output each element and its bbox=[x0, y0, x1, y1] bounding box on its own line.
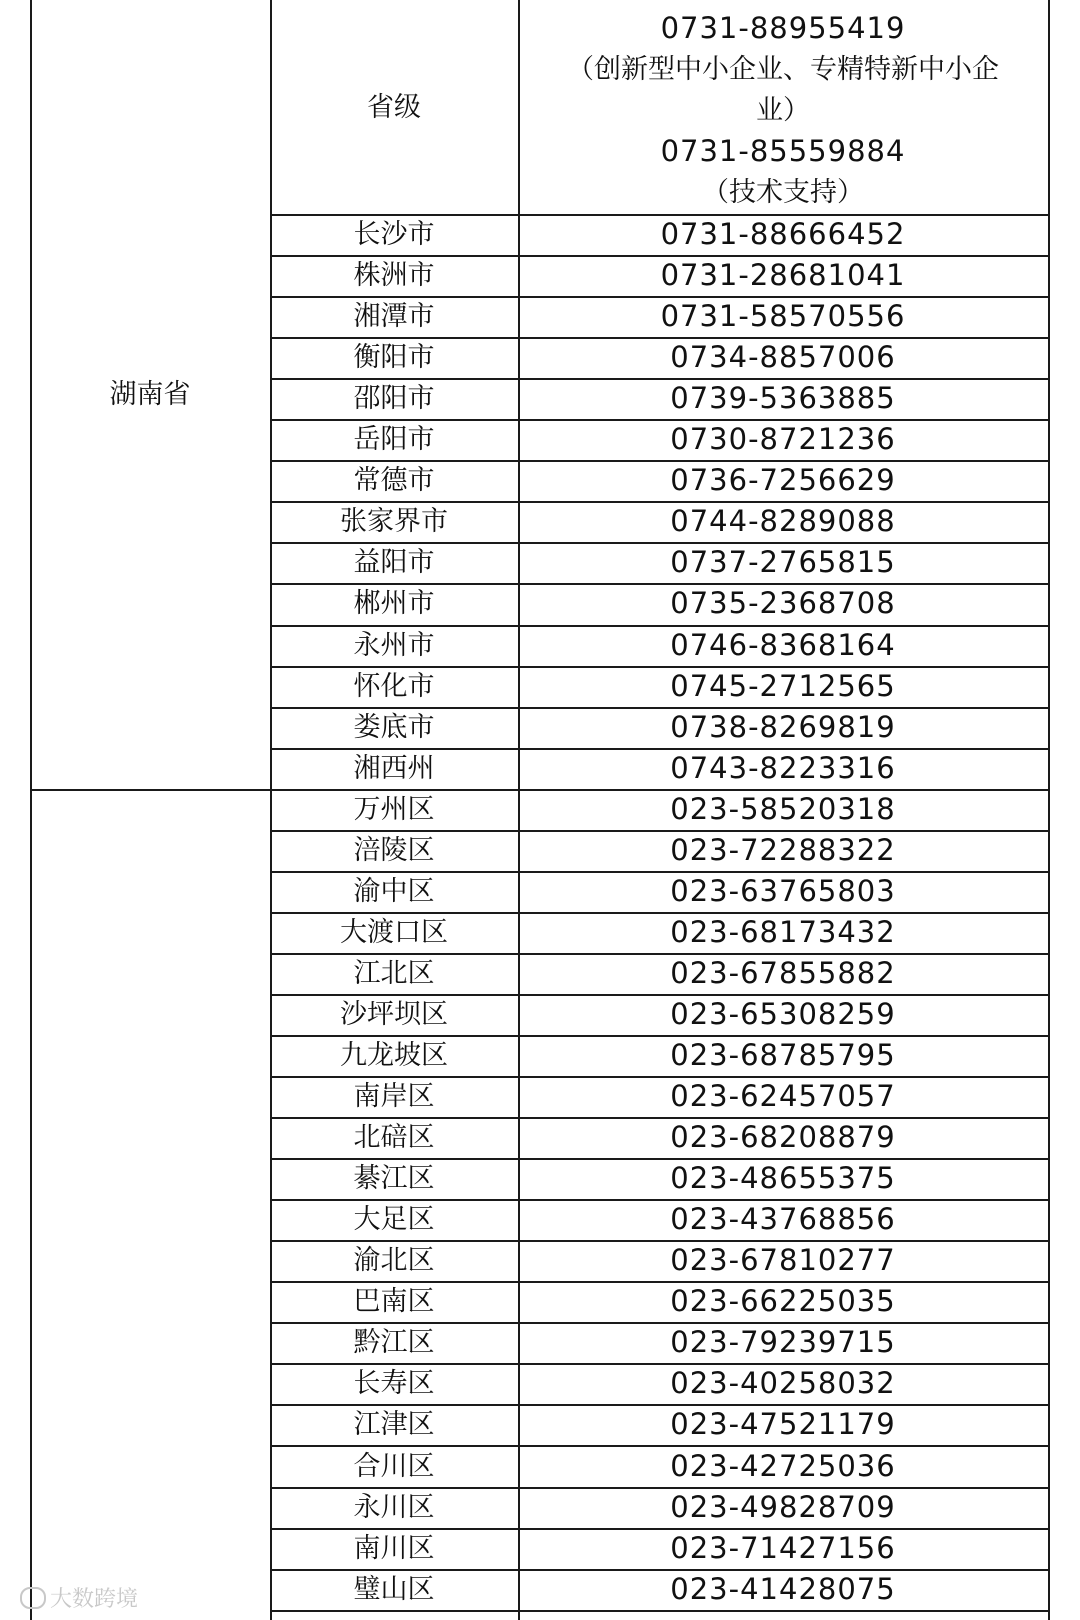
region-name: 郴州市 bbox=[353, 588, 435, 620]
province-divider bbox=[30, 789, 1048, 791]
region-name: 长寿区 bbox=[353, 1368, 435, 1400]
provincial-line: 业） bbox=[756, 94, 810, 126]
row-divider bbox=[270, 214, 1048, 216]
region-phone: 0743-8223316 bbox=[670, 750, 896, 785]
region-name: 涪陵区 bbox=[353, 834, 435, 866]
region-phone: 023-40258032 bbox=[670, 1366, 896, 1401]
column-divider bbox=[270, 0, 272, 1620]
region-name: 长沙市 bbox=[353, 219, 435, 251]
region-phone: 023-43768856 bbox=[670, 1202, 896, 1237]
region-name: 湘西州 bbox=[353, 752, 435, 784]
region-phone: 023-41428075 bbox=[670, 1571, 896, 1606]
region-phone: 023-67855882 bbox=[670, 955, 896, 990]
region-name: 益阳市 bbox=[353, 547, 435, 579]
region-phone: 023-47521179 bbox=[670, 1407, 896, 1442]
provincial-label: 省级 bbox=[367, 91, 421, 123]
region-phone: 0739-5363885 bbox=[670, 381, 896, 416]
region-name: 璧山区 bbox=[353, 1573, 435, 1605]
region-name: 永川区 bbox=[353, 1491, 435, 1523]
region-phone: 023-65308259 bbox=[670, 996, 896, 1031]
region-phone: 0746-8368164 bbox=[670, 627, 896, 662]
region-phone: 023-79239715 bbox=[670, 1325, 896, 1360]
column-divider bbox=[518, 0, 520, 1620]
region-phone: 0730-8721236 bbox=[670, 422, 896, 457]
region-phone: 0731-58570556 bbox=[660, 299, 906, 334]
provincial-line: （技术支持） bbox=[702, 176, 864, 208]
region-name: 綦江区 bbox=[353, 1163, 435, 1195]
region-phone: 023-66225035 bbox=[670, 1284, 896, 1319]
region-name: 张家界市 bbox=[340, 506, 448, 538]
province-name: 湖南省 bbox=[109, 378, 191, 410]
region-name: 岳阳市 bbox=[353, 424, 435, 456]
region-name: 株洲市 bbox=[353, 260, 435, 292]
region-phone: 023-48655375 bbox=[670, 1161, 896, 1196]
region-phone: 023-68785795 bbox=[670, 1038, 896, 1073]
watermark bbox=[20, 1582, 138, 1613]
region-phone: 023-58520318 bbox=[670, 791, 896, 826]
region-name: 常德市 bbox=[353, 465, 435, 497]
region-name: 合川区 bbox=[353, 1450, 435, 1482]
region-phone: 0735-2368708 bbox=[670, 586, 896, 621]
region-name: 衡阳市 bbox=[353, 342, 435, 374]
region-phone: 023-71427156 bbox=[670, 1530, 896, 1565]
provincial-line: 0731-88955419 bbox=[660, 10, 906, 45]
region-name: 沙坪坝区 bbox=[340, 998, 448, 1030]
region-phone: 0736-7256629 bbox=[670, 463, 896, 498]
region-name: 渝北区 bbox=[353, 1245, 435, 1277]
provincial-line: 0731-85559884 bbox=[660, 133, 906, 168]
region-phone: 023-42725036 bbox=[670, 1448, 896, 1483]
region-name: 巴南区 bbox=[353, 1286, 435, 1318]
region-name: 九龙坡区 bbox=[340, 1040, 448, 1072]
region-name: 永州市 bbox=[353, 629, 435, 661]
region-name: 邵阳市 bbox=[353, 383, 435, 415]
weibo-icon bbox=[20, 1587, 46, 1609]
region-phone: 023-72288322 bbox=[670, 832, 896, 867]
region-name: 湘潭市 bbox=[353, 301, 435, 333]
region-phone: 0737-2765815 bbox=[670, 545, 896, 580]
region-name: 怀化市 bbox=[353, 670, 435, 702]
region-name: 北碚区 bbox=[353, 1122, 435, 1154]
region-phone: 0744-8289088 bbox=[670, 504, 896, 539]
provincial-line: （创新型中小企业、专精特新中小企 bbox=[567, 53, 999, 85]
border-right bbox=[1048, 0, 1050, 1620]
region-phone: 023-68208879 bbox=[670, 1120, 896, 1155]
region-name: 大足区 bbox=[353, 1204, 435, 1236]
provincial-phones bbox=[518, 6, 1048, 214]
region-phone: 0731-88666452 bbox=[660, 217, 906, 252]
region-name: 江北区 bbox=[353, 957, 435, 989]
watermark-text: 大数跨境 bbox=[50, 1587, 139, 1612]
region-phone: 023-68173432 bbox=[670, 914, 896, 949]
row-divider bbox=[270, 1610, 1048, 1612]
region-phone: 023-63765803 bbox=[670, 873, 896, 908]
region-name: 大渡口区 bbox=[340, 916, 448, 948]
region-name: 万州区 bbox=[353, 793, 435, 825]
region-name: 渝中区 bbox=[353, 875, 435, 907]
region-phone: 0731-28681041 bbox=[660, 258, 906, 293]
region-phone: 023-49828709 bbox=[670, 1489, 896, 1524]
region-name: 南川区 bbox=[353, 1532, 435, 1564]
region-name: 南岸区 bbox=[353, 1081, 435, 1113]
region-phone: 0745-2712565 bbox=[670, 668, 896, 703]
region-phone: 023-62457057 bbox=[670, 1079, 896, 1114]
region-name: 黔江区 bbox=[353, 1327, 435, 1359]
region-name: 江津区 bbox=[353, 1409, 435, 1441]
border-left bbox=[30, 0, 32, 1620]
region-phone: 023-67810277 bbox=[670, 1243, 896, 1278]
region-name: 娄底市 bbox=[353, 711, 435, 743]
region-phone: 0738-8269819 bbox=[670, 709, 896, 744]
region-phone: 0734-8857006 bbox=[670, 340, 896, 375]
